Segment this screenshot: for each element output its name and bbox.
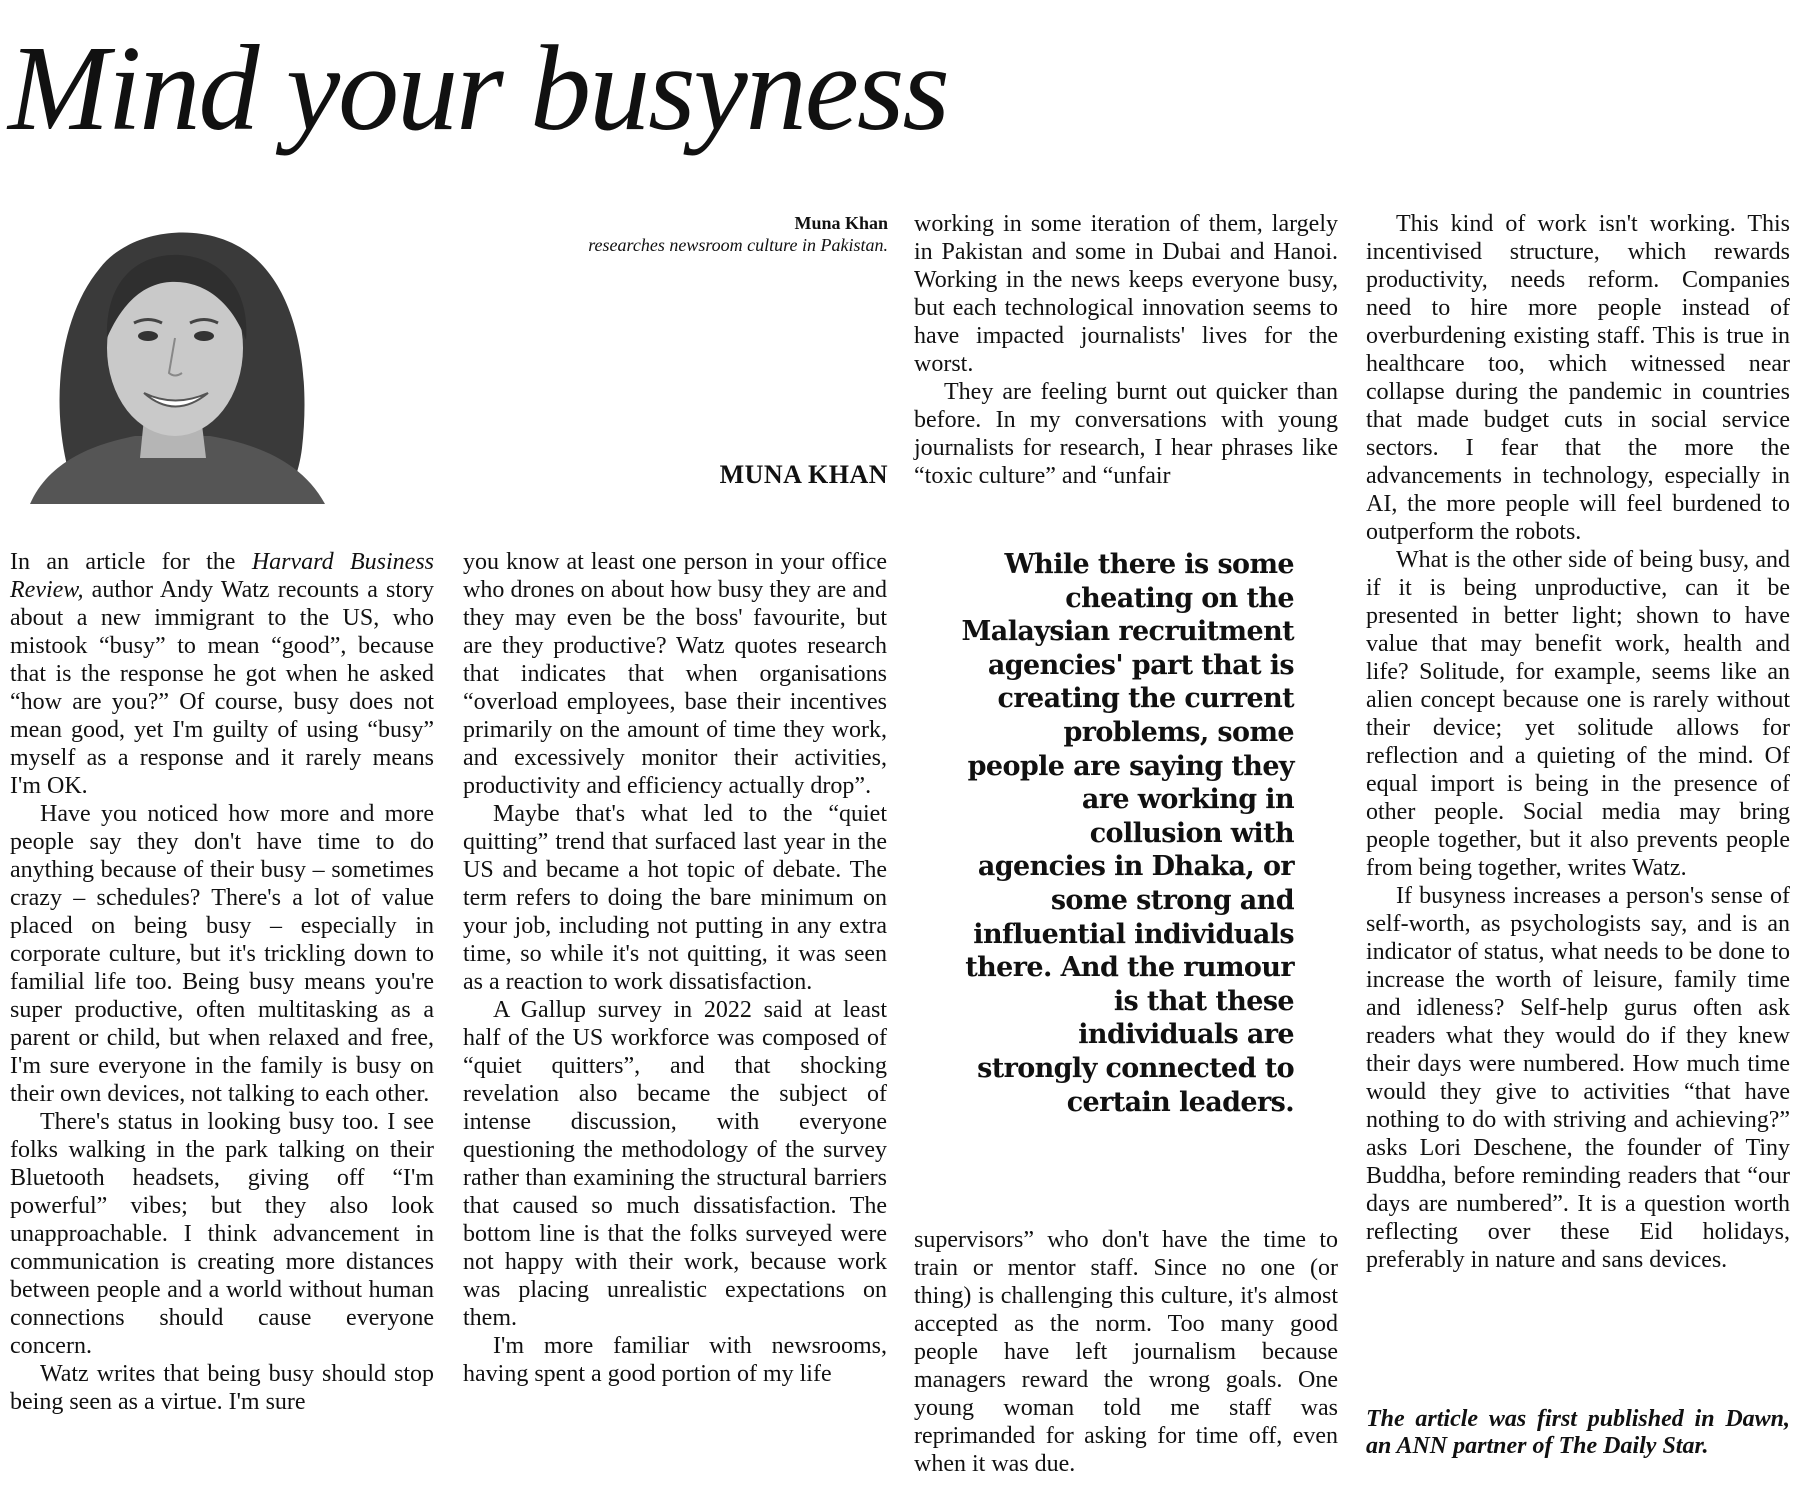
article-column-1 xyxy=(10,548,434,1416)
headline: Mind your busyness xyxy=(8,21,948,156)
article-column-4 xyxy=(1366,210,1790,1274)
author-bio xyxy=(560,212,888,256)
article-paragraph: They are feeling burnt out quicker than before. In my conversations with young journalists for research, I hear phrases like “toxic culture” and “unfair xyxy=(914,379,1338,489)
article-column-3-top xyxy=(914,210,1338,490)
article-paragraph: If busyness increases a person's sense of self-worth, as psychologists say, and is an indicator of status, what needs to be done to increase the worth of leisure, family time and idleness? Self-help gurus often ask readers what they would do if they knew their days were numbered. How much time would they give to activities “that have nothing to do with striving and achieving?” asks Lori Deschene, the founder of Tiny Buddha, before reminding readers that “our days are numbered”. It is a question worth reflecting over these Eid holidays, preferably in nature and sans devices. xyxy=(1366,883,1790,1273)
article-paragraph: you know at least one person in your office who drones on about how busy they are and they may even be the boss' favourite, but are they productive? Watz quotes research that indicates that when organisations “overload employees, base their incentives primarily on the amount of time they work, and excessively monitor their activities, productivity and efficiency actually drop”. xyxy=(463,549,887,799)
publication-note: The article was first published in Dawn, an ANN partner of The Daily Star. xyxy=(1366,1406,1790,1459)
article-paragraph: working in some iteration of them, largely in Pakistan and some in Dubai and Hanoi. Working in the news keeps everyone busy, but each technological innovation seems to have impacted journalists' lives for the worst. xyxy=(914,211,1338,377)
article-paragraph: Have you noticed how more and more people say they don't have time to do anything because of their busy – sometimes crazy – schedules? There's a lot of value placed on being busy – especially in corporate culture, but it's trickling down to familial life too. Being busy means you're super productive, often multitasking as a parent or child, but when relaxed and free, I'm sure everyone in the family is busy on their own devices, not talking to each other. xyxy=(10,801,434,1107)
article-paragraph: What is the other side of being busy, and if it is being unproductive, can it be presented in better light; shown to have value that may benefit work, health and life? Solitude, for example, seems like an alien concept because one is rarely without their device; yet solitude allows for reflection and a quieting of the mind. Of equal import is being in the presence of other people. Social media may bring people together, but it also prevents people from being together, writes Watz. xyxy=(1366,547,1790,881)
article-paragraph: This kind of work isn't working. This incentivised structure, which rewards productivity, needs reform. Companies need to hire more people instead of overburdening existing staff. This is true in healthcare too, which witnessed near collapse during the pandemic in countries that made budget cuts in social service sectors. I fear that the more the advancements in technology, especially in AI, the more people will feel burdened to outperform the robots. xyxy=(1366,211,1790,545)
article-paragraph: Watz writes that being busy should stop being seen as a virtue. I'm sure xyxy=(10,1361,434,1415)
article-paragraph: A Gallup survey in 2022 said at least half of the US workforce was composed of “quiet quitters”, and that shocking revelation also became the subject of intense discussion, with everyone questioning the methodology of the survey rather than examining the structural barriers that caused so much dissatisfaction. The bottom line is that the folks surveyed were not happy with their work, because work was placing unrealistic expectations on them. xyxy=(463,997,887,1331)
article-paragraph: Maybe that's what led to the “quiet quitting” trend that surfaced last year in the US and became a hot topic of debate. The term refers to doing the bare minimum on your job, including not putting in any extra time, so while it's not quitting, it was seen as a reaction to work dissatisfaction. xyxy=(463,801,887,995)
article-paragraph: supervisors” who don't have the time to train or mentor staff. Since no one (or thing) is challenging this culture, it's almost accepted as the norm. Too many good people have left journalism because managers reward the wrong goals. One young woman told me staff was reprimanded for asking for time off, even when it was due. xyxy=(914,1227,1338,1477)
author-photo xyxy=(10,208,332,504)
byline: MUNA KHAN xyxy=(719,460,888,489)
article-paragraph: There's status in looking busy too. I see folks walking in the park talking on their Bluetooth headsets, giving off “I'm powerful” vibes; but they also look unapproachable. I think advancement in communication is creating more distances between people and a world without human connections should cause everyone concern. xyxy=(10,1109,434,1359)
author-name: Muna Khan xyxy=(794,213,888,233)
pull-quote: While there is some cheating on the Malaysian recruitment agencies' part that is creating the current problems, some people are saying they are working in collusion with agencies in Dhaka, or some strong and influential individuals there. And the rumour is that these individuals are strongly connected to certain leaders. xyxy=(961,549,1294,1118)
article-column-3-bottom xyxy=(914,1226,1338,1478)
article-paragraph: In an article for the Harvard Business Review, author Andy Watz recounts a story about a new immigrant to the US, who mistook “busy” to mean “good”, because that is the response he got when he asked “how are you?” Of course, busy does not mean good, yet I'm guilty of using “busy” myself as a response and it rarely means I'm OK. xyxy=(10,549,435,799)
author-description: researches newsroom culture in Pakistan. xyxy=(588,235,888,255)
article-paragraph: I'm more familiar with newsrooms, having spent a good portion of my life xyxy=(463,1333,887,1387)
article-column-2 xyxy=(463,548,887,1388)
